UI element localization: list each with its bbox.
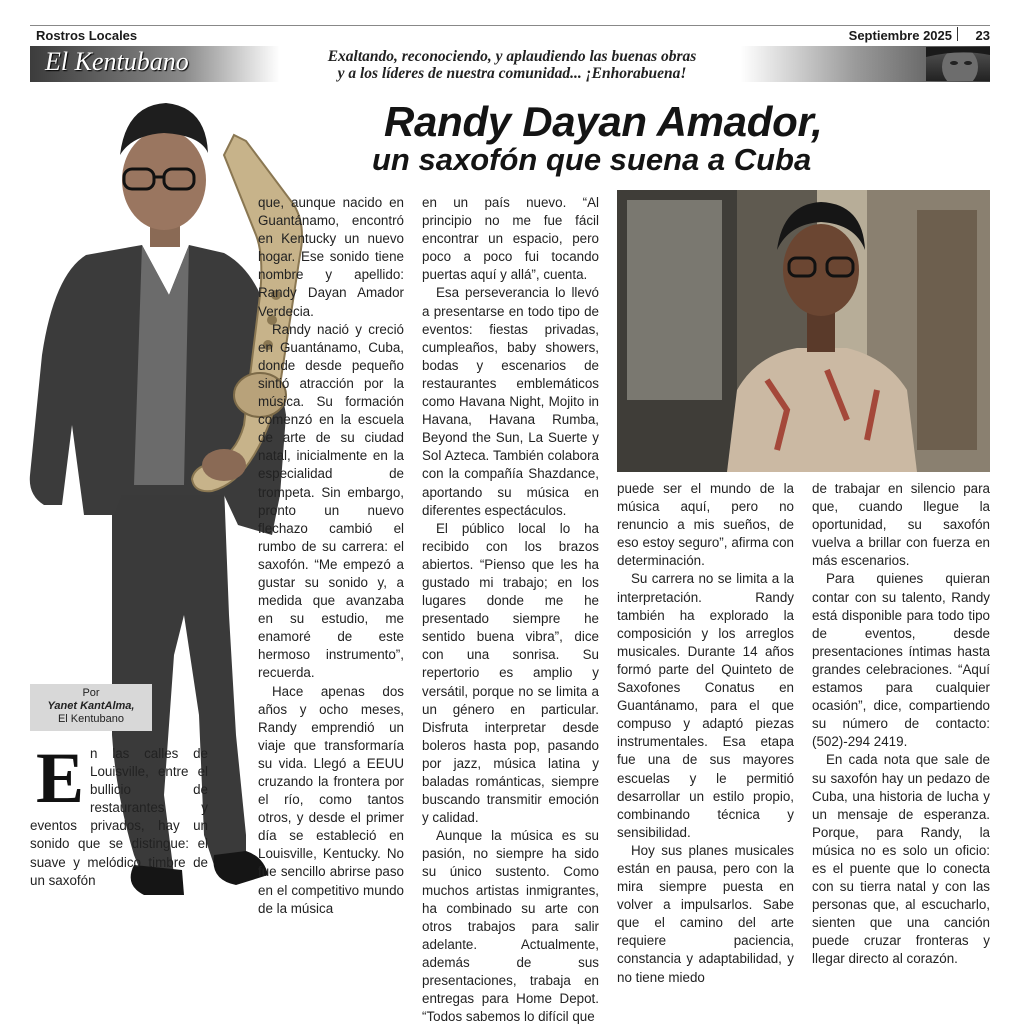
- byline-prefix: Por: [82, 687, 100, 699]
- article-column-5: [812, 480, 990, 969]
- article-column-2: [258, 194, 404, 918]
- section-label: Rostros Locales: [36, 28, 138, 43]
- paragraph: En cada nota que sale de su saxofón hay un pedazo de Cuba, una historia de lucha y un mensaje de esperanza. Porque, para Randy, la música no es solo un oficio: es el puente que lo conecta con su tierra natal y con las personas que, al escucharlo, sienten que una canción puede cruzar fronteras y llegar directo al corazón.: [812, 752, 990, 967]
- paragraph: de trabajar en silencio para que, cuando llegue la oportunidad, su saxofón vuelva a brillar con fuerza en más escenarios.: [812, 481, 990, 569]
- paragraph: n las calles de Louisville, entre el bullicio de restaurantes y eventos privados, hay un sonido que se distingue: el suave y melódico timbre de un saxofón: [30, 746, 208, 888]
- paragraph: El público local lo ha recibido con los brazos abiertos. “Pienso que les ha gustado mi trabajo; en los lugares donde me he presentado siempre he sentido buena vibra”, dice con una sonrisa. Su repertorio es amplio y versátil, porque no se limita a un género en particular. Disfruta interpretar desde boleros hasta pop, pasando por jazz, música latina y baladas románticas, siempre buscando transmitir emoción y calidad.: [422, 520, 599, 826]
- paragraph: que, aunque nacido en Guantánamo, encontró en Kentucky un nuevo hogar. Ese sonido tiene nombre y apellido: Randy Dayan Amador Verdecia.: [258, 195, 404, 319]
- randy-portrait-photo: [617, 190, 990, 472]
- paragraph: Su carrera no se limita a la interpretación. Randy también ha explorado la composición y los arreglos musicales. Durante 14 años formó parte del Quinteto de Saxofones Conatus en Guantánamo, para el que compuso y adaptó piezas instrumentales. Esa etapa fue una de sus mayores escuelas y le permitió desarrollar un estilo propio, combinando técnica y sensibilidad.: [617, 571, 794, 840]
- header-separator: [957, 27, 958, 41]
- byline-publication: El Kentubano: [57, 713, 125, 725]
- article-subtitle: un saxofón que suena a Cuba: [372, 142, 812, 177]
- tagline-line-1: Exaltando, reconociendo, y aplaudiendo las buenas obras: [327, 48, 697, 65]
- paragraph: Para quienes quieran contar con su talento, Randy está disponible para todo tipo de eventos, desde presentaciones íntimas hasta grandes celebraciones. “Aquí estamos para cualquier ocasión”, dice, compartiendo su número de contacto: (502)-294 2419.: [812, 571, 990, 750]
- paragraph: Esa perseverancia lo llevó a presentarse en todo tipo de eventos: fiestas privadas, cumpleaños, baby showers, bodas y escenarios de restaurantes emblemáticos como Havana Night, Mojito in Havana, Havana Rumba, Beyond the Sun, La Suerte y Sol Azteca. También colabora con la compañía Shazdance, aportando su música en diferentes espectáculos.: [422, 285, 599, 518]
- article-column-4: [617, 480, 794, 987]
- header-top-rule: [30, 25, 990, 26]
- banner-portrait-image: [926, 47, 990, 81]
- byline-author: Yanet KantAlma,: [47, 700, 135, 712]
- drop-cap: E: [36, 738, 85, 818]
- article-title: Randy Dayan Amador,: [384, 98, 823, 145]
- article-column-3: [422, 194, 599, 1026]
- paragraph: Randy nació y creció en Guantánamo, Cuba, donde desde pequeño sintió atracción por la música. Su formación comenzó en la escuela de arte de su ciudad natal, inicialmente en la especialidad de trompeta. Sin embargo, pronto un nuevo flechazo cambió el rumbo de su carrera: el saxofón. “Me empezó a gustar su sonido y, a medida que avanzaba en su estudio, me enamoré de este hermoso instrumento”, recuerda.: [258, 321, 404, 681]
- paragraph: Hoy sus planes musicales están en pausa, pero con la mira siempre puesta en volver a impulsarlos. Sabe que el camino del arte requiere paciencia, constancia y adaptabilidad, y no tiene miedo: [617, 842, 794, 985]
- page-number: 23: [975, 28, 990, 43]
- tagline-line-2: y a los líderes de nuestra comunidad... ¡Enhorabuena!: [337, 65, 687, 82]
- publication-logo: El Kentubano: [45, 47, 189, 76]
- paragraph: puede ser el mundo de la música aquí, pero no renuncio a mis sueños, de eso estoy seguro”, afirma con determinación.: [617, 481, 794, 569]
- article-column-1: [30, 738, 208, 890]
- paragraph: en un país nuevo. “Al principio no me fue fácil encontrar un espacio, pero poco a poco fui tocando puertas aquí y allá”, cuenta.: [422, 195, 599, 283]
- paragraph: Hace apenas dos años y ocho meses, Randy emprendió un viaje que transformaría su vida. Llegó a EEUU cruzando la frontera por el río, como tantos otros, y desde el primer día se estableció en Louisville, Kentucky. No fue sencillo abrirse paso en el competitivo mundo de la música: [258, 683, 404, 916]
- paragraph: Aunque la música es su pasión, no siempre ha sido su único sustento. Como muchos artistas inmigrantes, ha combinado su arte con otros trabajos para salir adelante. Actualmente, además de sus presentaciones, trabaja en entregas para Home Depot. “Todos sabemos lo difícil que: [422, 828, 599, 1025]
- issue-date: Septiembre 2025: [848, 28, 952, 43]
- byline: [30, 684, 152, 731]
- header-tagline: [282, 48, 742, 82]
